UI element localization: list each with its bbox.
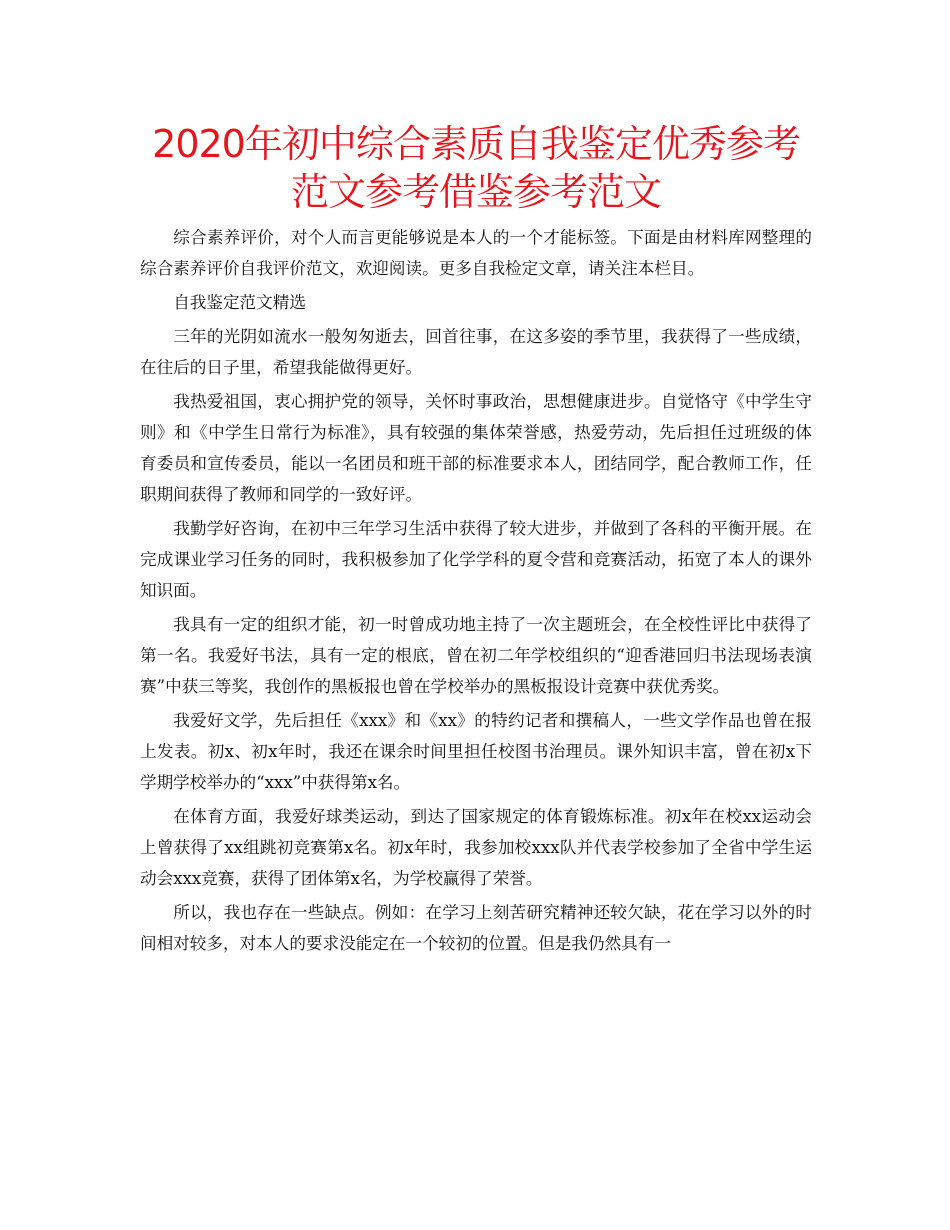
paragraph: 我爱好文学，先后担任《xxx》和《xx》的特约记者和撰稿人，一些文学作品也曾在报上发表。初x、初x年时，我还在课余时间里担任校图书治理员。课外知识丰富，曾在初x下学期学校举办的“xxx”中获得第x名。 [140,711,812,792]
paragraph: 我热爱祖国，衷心拥护党的领导，关怀时事政治，思想健康进步。自觉恪守《中学生守则》和《中学生日常行为标准》，具有较强的集体荣誉感，热爱劳动，先后担任过班级的体育委员和宣传委员，能以一名团员和班干部的标准要求本人，团结同学，配合教师工作，任职期间获得了教师和同学的一致好评。 [140,392,812,504]
document-body [140,222,812,959]
paragraph: 我勤学好咨询，在初中三年学习生活中获得了较大进步，并做到了各科的平衡开展。在完成课业学习任务的同时，我积极参加了化学学科的夏令营和竞赛活动，拓宽了本人的课外知识面。 [140,519,812,600]
paragraph: 三年的光阴如流水一般匆匆逝去，回首往事，在这多姿的季节里，我获得了一些成绩，在往后的日子里，希望我能做得更好。 [140,327,812,377]
paragraph: 我具有一定的组织才能，初一时曾成功地主持了一次主题班会，在全校性评比中获得了第一名。我爱好书法，具有一定的根底，曾在初二年学校组织的“迎香港回归书法现场表演赛”中获三等奖，我创作的黑板报也曾在学校举办的黑板报设计竞赛中获优秀奖。 [140,615,812,696]
document-page [140,120,812,962]
paragraph-intro: 综合素养评价，对个人而言更能够说是本人的一个才能标签。下面是由材料库网整理的综合素养评价自我评价范文，欢迎阅读。更多自我检定文章，请关注本栏目。 [140,228,812,278]
paragraph: 所以，我也存在一些缺点。例如：在学习上刻苦研究精神还较欠缺，花在学习以外的时间相对较多，对本人的要求没能定在一个较初的位置。但是我仍然具有一 [140,903,812,953]
section-heading: 自我鉴定范文精选 [173,293,306,312]
paragraph: 在体育方面，我爱好球类运动，到达了国家规定的体育锻炼标准。初x年在校xx运动会上曾获得了xx组跳初竞赛第x名。初x年时，我参加校xxx队并代表学校参加了全省中学生运动会xxx竞赛，获得了团体第x名，为学校赢得了荣誉。 [140,807,812,888]
document-title: 2020年初中综合素质自我鉴定优秀参考范文参考借鉴参考范文 [152,122,800,214]
